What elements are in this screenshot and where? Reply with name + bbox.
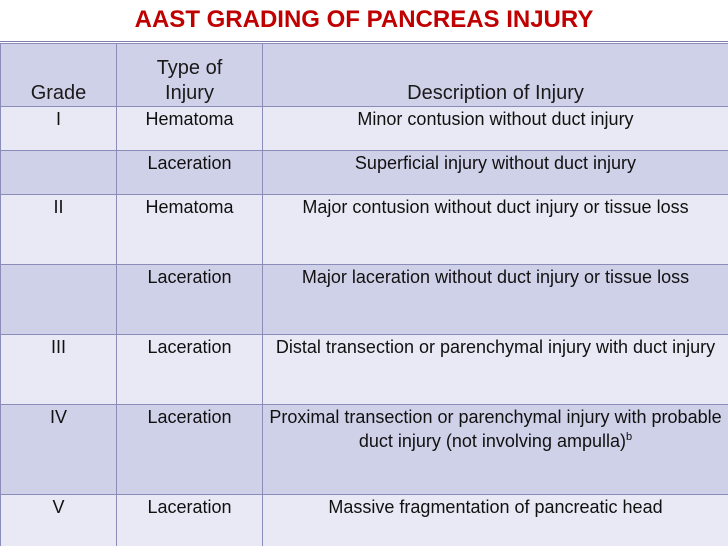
cell-grade: V — [1, 495, 117, 546]
header-description: Description of Injury — [263, 44, 728, 107]
cell-description: Minor contusion without duct injury — [263, 107, 728, 151]
cell-description: Major contusion without duct injury or tissue loss — [263, 195, 728, 265]
cell-description: Massive fragmentation of pancreatic head — [263, 495, 728, 546]
footnote-marker: b — [626, 431, 633, 443]
table-row — [1, 107, 728, 151]
header-grade: Grade — [1, 44, 117, 107]
cell-description: Major laceration without duct injury or tissue loss — [263, 265, 728, 335]
table-row — [1, 195, 728, 265]
cell-grade: II — [1, 195, 117, 265]
table-row — [1, 335, 728, 405]
cell-description — [263, 405, 728, 495]
cell-grade — [1, 265, 117, 335]
header-type-line1: Type of — [156, 57, 223, 79]
header-row — [1, 44, 728, 107]
grading-table — [0, 43, 728, 546]
table-row — [1, 495, 728, 546]
cell-type: Hematoma — [117, 195, 263, 265]
table-row — [1, 265, 728, 335]
description-text: Proximal transection or parenchymal injury with probable duct injury (not involving ampulla) — [269, 407, 722, 451]
cell-type: Hematoma — [117, 107, 263, 151]
cell-grade — [1, 151, 117, 195]
table-row — [1, 151, 728, 195]
table-row — [1, 405, 728, 495]
cell-type: Laceration — [117, 335, 263, 405]
cell-type: Laceration — [117, 151, 263, 195]
cell-grade: IV — [1, 405, 117, 495]
cell-type: Laceration — [117, 405, 263, 495]
cell-grade: III — [1, 335, 117, 405]
header-type-line2: Injury — [165, 82, 214, 104]
cell-description: Distal transection or parenchymal injury with duct injury — [263, 335, 728, 405]
cell-grade: I — [1, 107, 117, 151]
header-type — [117, 44, 263, 107]
cell-type: Laceration — [117, 495, 263, 546]
cell-type: Laceration — [117, 265, 263, 335]
cell-description: Superficial injury without duct injury — [263, 151, 728, 195]
slide-title: AAST GRADING OF PANCREAS INJURY — [0, 0, 728, 42]
